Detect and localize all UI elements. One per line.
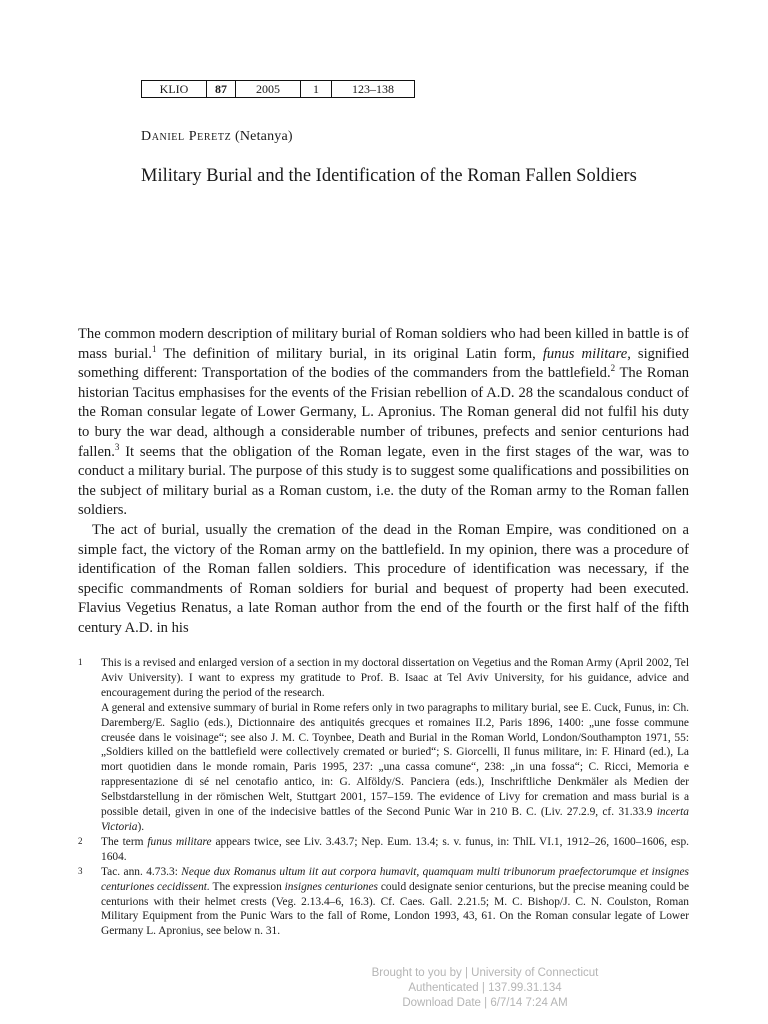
journal-citation-box bbox=[141, 80, 415, 98]
footnote-3 bbox=[78, 865, 689, 940]
journal-issue: 1 bbox=[301, 81, 332, 97]
footnotes bbox=[78, 656, 689, 939]
footnote-3-text bbox=[101, 865, 689, 940]
footnote-ref-3[interactable]: 3 bbox=[114, 441, 120, 452]
text-run: Tac. ann. 4.73.3: bbox=[101, 865, 182, 878]
text-run: , signified something different: Transportation of the bodies of the commanders from the battlefield. bbox=[78, 345, 689, 382]
body-paragraph-1 bbox=[78, 325, 689, 521]
latin-quote: Neque dux Romanus ultum iit aut corpora humavit, quamquam multi tribunorum praefectorumque et insignes centuriones cecidissent. bbox=[101, 865, 689, 893]
journal-year: 2005 bbox=[236, 81, 301, 97]
journal-name: KLIO bbox=[142, 81, 207, 97]
text-run: It seems that the obligation of the Roman legate, even in the first stages of the war, was to conduct a military burial. The purpose of this study is to suggest some qualifications and possibilities on the subject of military burial as a Roman custom, i.e. the duty of the Roman army to the Roman fallen soldiers. bbox=[78, 443, 689, 519]
footnote-number: 2 bbox=[78, 835, 83, 846]
download-watermark bbox=[330, 966, 640, 1011]
text-run: The term bbox=[101, 835, 148, 848]
text-run: A general and extensive summary of burial in Rome refers only in two paragraphs to military burial, see E. Cuck, Funus, in: Ch. Daremberg/E. Saglio (eds.), Dictionnaire des antiquités grecques et romaines II.2, Paris 1896, 1400: „une fosse commune creusée dans le voisinage“; see also J. M. C. Toynbee, Death and Burial in the Roman World, London/Southampton 1971, 55: „Soldiers killed on the battlefield were collectively cremated or buried“; S. Giorcelli, Il funus militare, in: F. Hinard (ed.), La mort quotidien dans le monde romain, Paris 1995, 237: „una cassa comune“, 238: „in una fossa“; C. Ricci, Memoria e rappresentazione di sé nel cenotafio antico, in: G. Alföldy/S. Panciera (eds.), Inschriftliche Denkmäler als Medien der Selbstdarstellung in der römischen Welt, Stuttgart 2001, 157–159. The evidence of Livy for cremation and mass burial is a possible detail, given in one of the indecisive battles of the Second Punic War in 210 B. C. (Liv. 27.2.9, cf. 31.33.9 bbox=[101, 701, 689, 819]
journal-pages: 123–138 bbox=[352, 82, 394, 96]
footnote-2 bbox=[78, 835, 689, 865]
footnote-1-para-2 bbox=[101, 701, 689, 835]
latin-term: insignes centuriones bbox=[284, 880, 378, 893]
body-paragraph-2: The act of burial, usually the cremation of the dead in the Roman Empire, was conditioned on a simple fact, the victory of the Roman army on the battlefield. In my opinion, there was a procedure of identification of the Roman fallen soldiers. This procedure of identification was necessary, if the specific commandments of Roman soldiers for burial and bequest of property had been executed. Flavius Vegetius Renatus, a late Roman author from the end of the fourth or the first half of the fifth century A.D. in his bbox=[78, 521, 689, 636]
text-run: The Roman historian Tacitus emphasises for the events of the Frisian rebellion of A.D. 28 the scandalous conduct of the Roman consular legate of Lower Germany, L. Apronius. The Roman general did not fulfil his duty to bury the war dead, although a considerable number of tribunes, prefects and senior centurions had fallen. bbox=[78, 365, 689, 460]
article-title: Military Burial and the Identification of the Roman Fallen Soldiers bbox=[141, 166, 637, 186]
watermark-line-1: Brought to you by | University of Connecticut bbox=[371, 967, 599, 979]
footnote-number: 3 bbox=[78, 865, 83, 876]
footnote-ref-2[interactable]: 2 bbox=[610, 363, 616, 374]
text-run: The expression bbox=[209, 880, 285, 893]
author-line bbox=[141, 129, 293, 145]
text-run: appears twice, see Liv. 3.43.7; Nep. Eum. 13.4; s. v. funus, in: ThlL VI.1, 1912–26, 1600–1606, esp. 1604. bbox=[101, 835, 689, 863]
text-run: ). bbox=[137, 820, 145, 833]
latin-term: incerta Victoria bbox=[101, 806, 689, 833]
author-affiliation: (Netanya) bbox=[235, 129, 293, 144]
footnote-number: 1 bbox=[78, 657, 83, 667]
text-run: The definition of military burial, in its original Latin form, bbox=[156, 345, 543, 362]
body-text bbox=[78, 325, 689, 639]
latin-term: funus militare bbox=[542, 345, 628, 362]
text-run: could designate senior centurions, but the precise meaning could be centurions with their helmet crests (Veg. 2.13.4–6, 16.3). Cf. Caes. Gall. 2.21.5; M. C. Bishop/J. C. N. Coulston, Roman Military Equipment from the Punic Wars to the fall of Rome, London 1993, 43, 61. On the Roman consular legate of Lower Germany L. Apronius, see below n. 31. bbox=[101, 880, 690, 938]
footnote-ref-1[interactable]: 1 bbox=[151, 343, 157, 354]
latin-term: funus militare bbox=[147, 835, 212, 848]
footnote-1-para-1: This is a revised and enlarged version of a section in my doctoral dissertation on Vegetius and the Roman Army (April 2002, Tel Aviv University). I want to express my gratitude to Prof. B. Isaac at Tel Aviv University, for his guidance, advice and encouragement during the period of the research. bbox=[101, 657, 689, 699]
watermark-line-3: Download Date | 6/7/14 7:24 AM bbox=[402, 997, 568, 1009]
journal-volume: 87 bbox=[207, 81, 236, 97]
watermark-line-2: Authenticated | 137.99.31.134 bbox=[408, 982, 562, 994]
footnote-2-text bbox=[101, 835, 689, 865]
text-run: The common modern description of military burial of Roman soldiers who had been killed in battle is of mass burial. bbox=[78, 326, 689, 362]
footnote-1 bbox=[78, 656, 689, 835]
author-name: Daniel Peretz bbox=[141, 129, 232, 144]
